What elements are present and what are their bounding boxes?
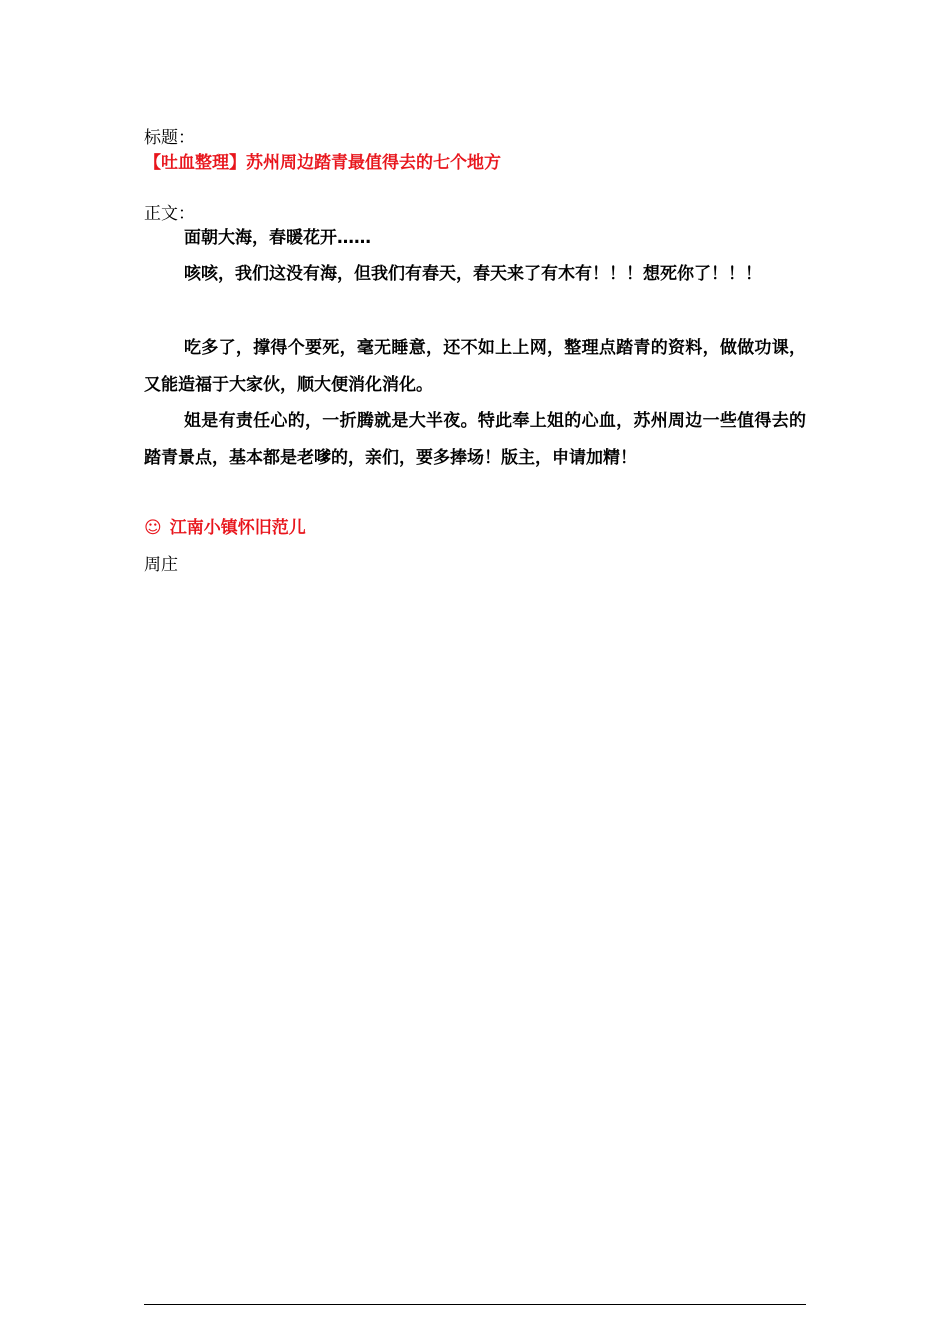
body-label: 正文： bbox=[144, 204, 195, 224]
title-label: 标题： bbox=[144, 128, 195, 148]
section-heading bbox=[144, 517, 306, 539]
footer-rule bbox=[144, 1304, 806, 1305]
paragraph-1: 面朝大海，春暖花开…… bbox=[184, 228, 371, 248]
document-title: 【吐血整理】苏州周边踏青最值得去的七个地方 bbox=[144, 153, 501, 173]
smiley-icon: ☺ bbox=[144, 518, 162, 538]
place-name: 周庄 bbox=[144, 555, 178, 575]
paragraph-2: 咳咳，我们这没有海，但我们有春天，春天来了有木有！！！想死你了！！！ bbox=[184, 264, 762, 284]
paragraph-3: 吃多了，撑得个要死，毫无睡意，还不如上上网，整理点踏青的资料，做做功课，又能造福于大家伙，顺大便消化消化。 bbox=[144, 338, 806, 395]
section-heading-text: 江南小镇怀旧范儿 bbox=[169, 518, 306, 538]
document-page bbox=[144, 0, 806, 1344]
paragraph-4: 姐是有责任心的，一折腾就是大半夜。特此奉上姐的心血，苏州周边一些值得去的踏青景点，基本都是老嗲的，亲们，要多捧场！版主，申请加精！ bbox=[144, 411, 806, 468]
